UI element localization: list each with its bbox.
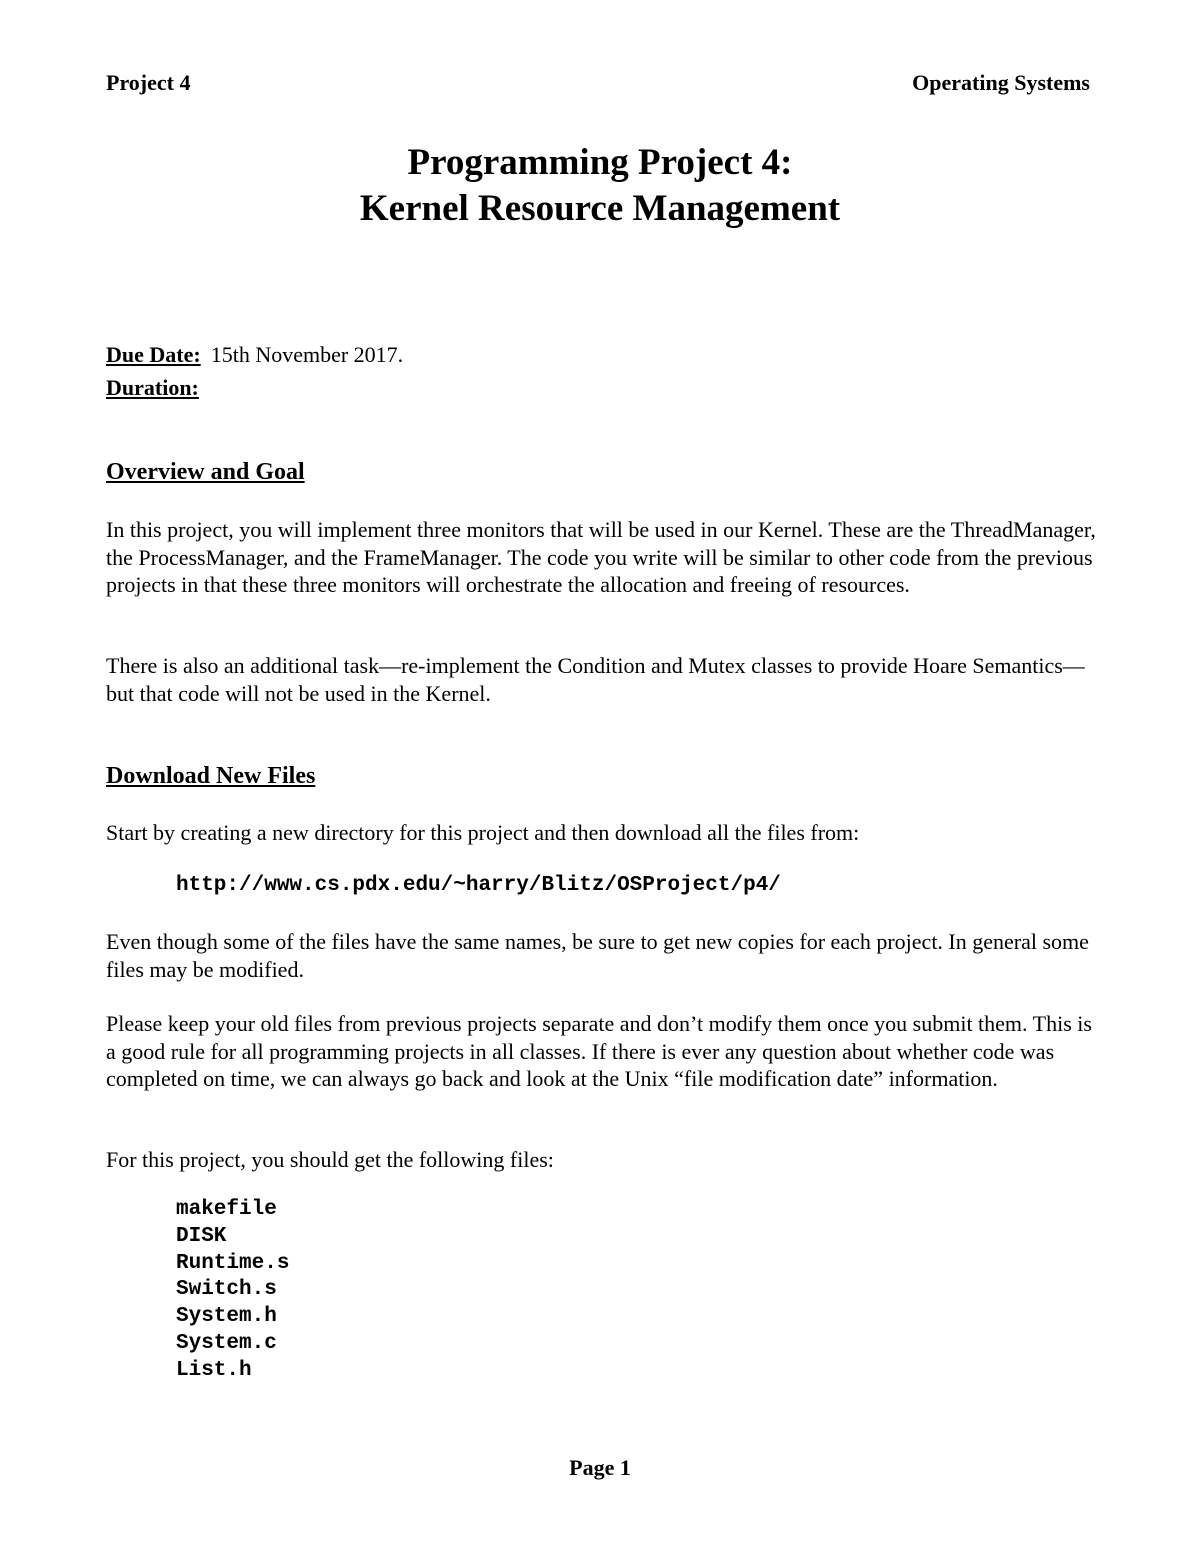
file-list: [176, 1197, 289, 1385]
due-date-label: Due Date:: [106, 342, 201, 367]
download-paragraph-3: Please keep your old files from previous projects separate and don’t modify them once you submit them. This is a good rule for all programming projects in all classes. If there is ever any question about whether code was completed on time, we can always go back and look at the Unix “file modification date” information.: [106, 1011, 1092, 1091]
duration-row: [106, 375, 199, 401]
header-left: Project 4: [106, 70, 191, 95]
file-list-item: makefile: [176, 1198, 277, 1221]
file-list-item: System.c: [176, 1331, 277, 1355]
file-list-item: DISK: [176, 1224, 227, 1248]
download-heading: Download New Files: [106, 763, 316, 789]
title-line-1: Programming Project 4:: [407, 142, 793, 183]
download-paragraph-1: Start by creating a new directory for this project and then download all the files from:: [106, 820, 860, 845]
duration-label: Duration:: [106, 375, 199, 400]
overview-paragraph-1: In this project, you will implement three monitors that will be used in our Kernel. These are the ThreadManager, the ProcessManager, and the FrameManager. The code you write will be similar to other code from the previous projects in that these three monitors will orchestrate the allocation and freeing of resources.: [106, 517, 1096, 597]
download-url: http://www.cs.pdx.edu/~harry/Blitz/OSProject/p4/: [176, 874, 781, 897]
file-list-item: Switch.s: [176, 1278, 277, 1302]
due-date-row: [106, 342, 403, 368]
overview-paragraph-2: There is also an additional task—re-implement the Condition and Mutex classes to provide Hoare Semantics—but that code will not be used in the Kernel.: [106, 653, 1085, 706]
download-paragraph-2: Even though some of the files have the same names, be sure to get new copies for each project. In general some files may be modified.: [106, 929, 1089, 982]
file-list-item: Runtime.s: [176, 1251, 290, 1275]
title-line-2: Kernel Resource Management: [359, 188, 841, 229]
page-number: Page 1: [569, 1455, 631, 1480]
overview-heading: Overview and Goal: [106, 459, 305, 485]
due-date-value: 15th November 2017.: [210, 342, 404, 367]
file-list-item: System.h: [176, 1305, 277, 1329]
download-paragraph-4: For this project, you should get the following files:: [106, 1147, 554, 1172]
file-list-item: List.h: [176, 1358, 252, 1382]
header-right: Operating Systems: [912, 70, 1090, 95]
page-title: [0, 140, 1200, 232]
